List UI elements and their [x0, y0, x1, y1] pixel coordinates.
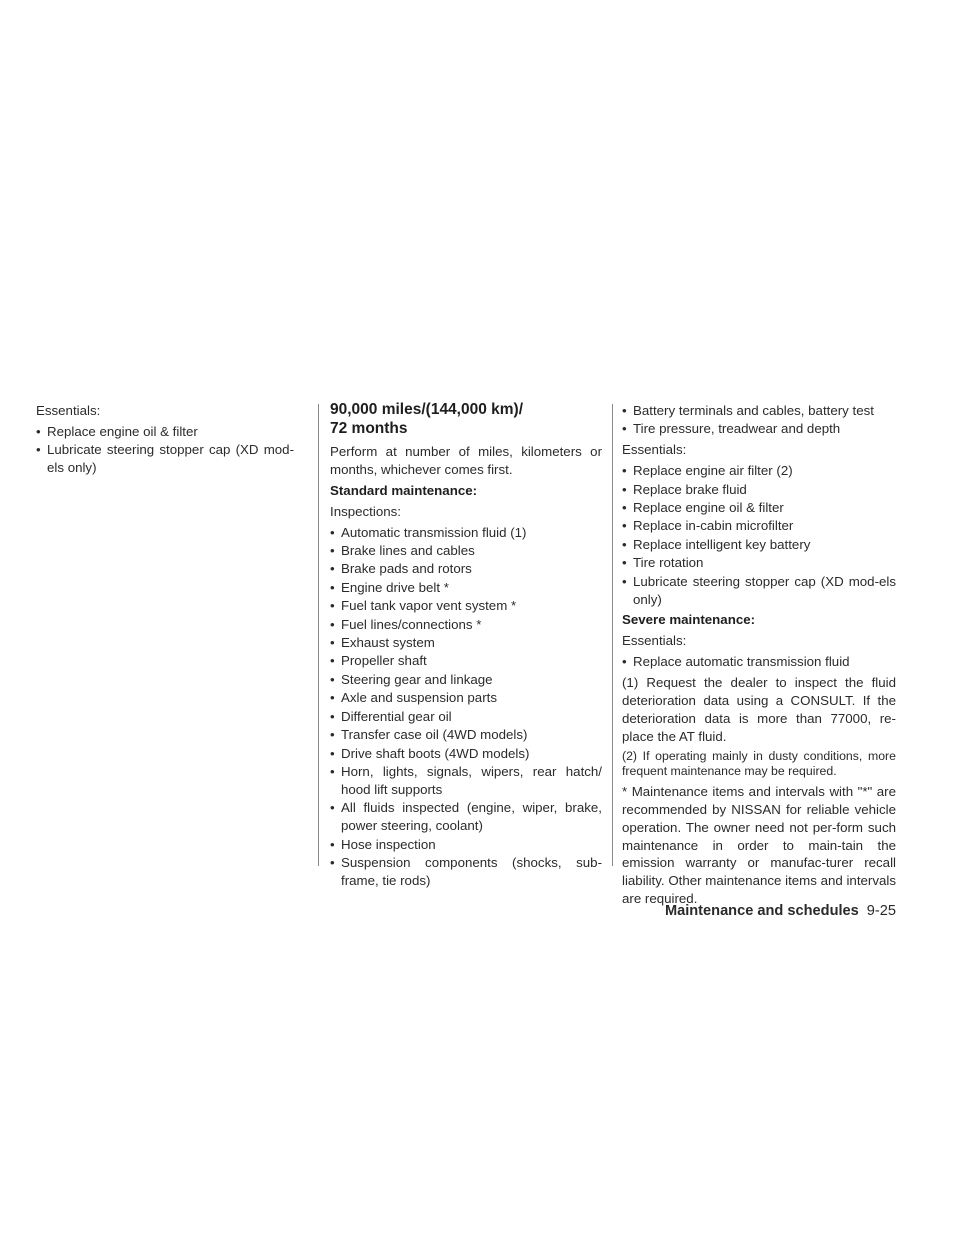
list-item: • Lubricate steering stopper cap (XD mod-els only) [36, 441, 294, 477]
essentials-label: Essentials: [622, 442, 687, 458]
essentials-list [36, 423, 294, 477]
footnote-1: (1) Request the dealer to inspect the fluid deterioration data using a CONSULT. If the deterioration data is more than 77000, re-place the AT fluid. [622, 675, 896, 744]
essentials-list [622, 462, 896, 608]
section-heading: 90,000 miles/(144,000 km)/ 72 months [330, 401, 524, 437]
list-item: • Battery terminals and cables, battery test [622, 402, 896, 420]
list-item: • Replace engine oil & filter [36, 423, 294, 441]
list-item: • Automatic transmission fluid (1) [330, 524, 602, 542]
standard-maintenance-label: Standard maintenance: [330, 482, 478, 498]
list-item: • Brake pads and rotors [330, 560, 602, 578]
list-item: • Drive shaft boots (4WD models) [330, 745, 602, 763]
list-item: • Axle and suspension parts [330, 689, 602, 707]
list-item: • Engine drive belt * [330, 579, 602, 597]
column-left [36, 402, 294, 480]
list-item: • Brake lines and cables [330, 542, 602, 560]
severe-essentials-list [622, 653, 896, 671]
list-item: • Tire rotation [622, 554, 896, 572]
intro-text: Perform at number of miles, kilometers or months, whichever comes first. [330, 444, 602, 477]
list-item: • Replace intelligent key battery [622, 536, 896, 554]
list-item: • Replace engine oil & filter [622, 499, 896, 517]
column-middle [330, 402, 602, 893]
list-item: • Replace brake fluid [622, 481, 896, 499]
list-item: • Transfer case oil (4WD models) [330, 726, 602, 744]
list-item: • Exhaust system [330, 634, 602, 652]
page-number: 9-25 [866, 903, 896, 919]
list-item: • Propeller shaft [330, 652, 602, 670]
list-item: • Suspension components (shocks, sub-frame, tie rods) [330, 854, 602, 890]
severe-maintenance-label: Severe maintenance: [622, 612, 756, 628]
footnote-2: (2) If operating mainly in dusty conditions, more frequent maintenance may be required. [622, 748, 896, 779]
list-item: • All fluids inspected (engine, wiper, brake, power steering, coolant) [330, 799, 602, 835]
list-item: • Replace in-cabin microfilter [622, 517, 896, 535]
list-item: • Replace engine air filter (2) [622, 462, 896, 480]
list-item: • Replace automatic transmission fluid [622, 653, 896, 671]
list-item: • Hose inspection [330, 836, 602, 854]
list-item: • Steering gear and linkage [330, 671, 602, 689]
list-item: • Fuel lines/connections * [330, 616, 602, 634]
list-item: • Lubricate steering stopper cap (XD mod-els only) [622, 573, 896, 609]
footnote-asterisk: * Maintenance items and intervals with "*" are recommended by NISSAN for reliable vehicle operation. The owner need not per-form such maintenance in order to main-tain the emission warranty or manufac-turer recall liability. Other maintenance items and intervals are required. [622, 783, 896, 907]
list-item: • Fuel tank vapor vent system * [330, 597, 602, 615]
column-divider-right [612, 404, 613, 866]
severe-essentials-label: Essentials: [622, 633, 687, 649]
list-item: • Horn, lights, signals, wipers, rear hatch/ hood lift supports [330, 763, 602, 799]
column-right [622, 402, 896, 911]
inspections-label: Inspections: [330, 503, 401, 519]
section-title: Maintenance and schedules [664, 903, 859, 919]
column-divider-left [318, 404, 319, 866]
list-item: • Differential gear oil [330, 708, 602, 726]
inspections-list-continued [622, 402, 896, 438]
page-footer [560, 903, 896, 919]
inspections-list [330, 524, 602, 890]
list-item: • Tire pressure, treadwear and depth [622, 420, 896, 438]
essentials-label: Essentials: [36, 403, 101, 418]
